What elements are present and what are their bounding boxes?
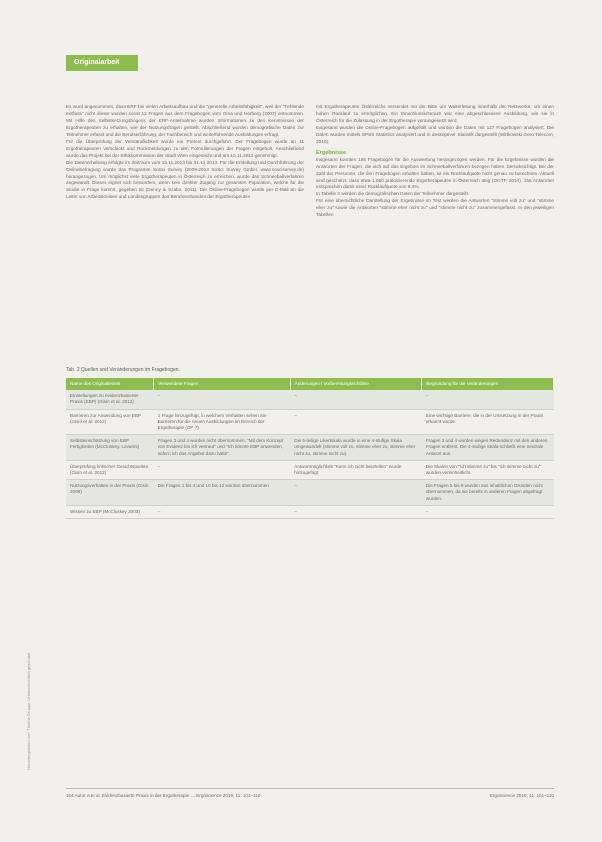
paragraph: Insgesamt konnten 156 Fragebögen für die Auswertung herangezogen werden. Für die Ergebnisse wurden die Antworten der Fragen, die sich auf das Ergebnis im Schneeballverfahren bezogen haben, berücksichtigt. Bei der Zahl der Personen, die den Fragebogen erhalten haben, ist ein Rücklaufquote nicht genau zu berechnen. Aktuell sind geschätzt, dass etwa 1.850 praktizierende Ergotherapeuten in Österreich tätig (OGTF, 2014). 156 Antworten entsprechen damit einer Rücklaufquote von 8,4%. (316, 156, 554, 190)
table-cell: – (154, 505, 291, 518)
side-copyright (22, 120, 32, 780)
table-row (66, 480, 554, 506)
table-row (66, 460, 554, 479)
paragraph: Für eine übersichtliche Darstellung der Ergebnisse im Text werden die Antworten "stimme voll zu" und "stimme eher zu" sowie die Antworten "stimme eher nicht zu" und "stimme nicht zu" zusammengefasst. In den jeweiligen Tabellen (316, 198, 554, 218)
paragraph: In Tabelle 3 werden die demografischen Daten der Teilnehmer dargestellt. (316, 191, 470, 197)
table-cell: Überprüfung kritischer Gesichtspunkte (Gisin et al. 2012) (66, 460, 154, 479)
table-cell: Wissen zu EBP (McCluskey 2003) (66, 505, 154, 518)
side-copyright-text: Heruntergeladen von: Thieme Gruppe. Urheberrechtlich geschützt. (26, 651, 31, 770)
table-cell: – (154, 390, 291, 409)
table-cell: Die 5-teilige Likertskala wurde in eine 4-stufige Skala umgewandelt (stimme voll zu, stimme eher zu, stimme eher nicht zu, stimme nicht zu). (290, 435, 422, 461)
table-cell: – (290, 480, 422, 506)
table-cell: Fragen 3 und 4 wurden wegen Redundanz mit den anderen Fragen entfernt. Die 4-stufige Skala schließt eine neutrale Antwort aus. (422, 435, 554, 461)
page-footer (66, 788, 554, 798)
table-cell: Nutzungsverhalten in der Praxis (Gisin 2008) (66, 480, 154, 506)
table-cell: Selbsteinschätzung von EBP Fertigkeiten (McCluskey, Lovarini) (66, 435, 154, 461)
table-cell: – (290, 409, 422, 435)
column-left (66, 104, 304, 201)
table-cell: Eine wichtige Barriere, die in der Umsetzung in der Praxis erkannt wurde. (422, 409, 554, 435)
table-cell: Antwortmöglichkeit "Kann ich nicht beurteilen" wurde hinzugefügt. (290, 460, 422, 479)
section-heading: Ergebnisse (316, 149, 347, 156)
table-cell: – (422, 505, 554, 518)
table-cell: Barrieren zur Anwendung von EBP (Gisin et al. 2012) (66, 409, 154, 435)
column-header: Name des Originaltextes (66, 378, 154, 390)
table-cell: – (154, 460, 291, 479)
column-header: Änderungen / Vorbereitungsrichtlinie (290, 378, 422, 390)
table-cell: – (290, 505, 422, 518)
table-row (66, 390, 554, 409)
table-row (66, 435, 554, 461)
column-header: Begründung für die Veränderungen (422, 378, 554, 390)
paragraph: Es wurd angenommen, dass ERF bei vielen Arbeitsaufbau und die "generelle Arbeitsfähigkeit", weil der "Fehlende einfluss" nicht dieser wurden sonst 12 Fragen aus dem Fragebogen vom Gina und Herberg (2003) entnommen. Mit Hilfe des Selbstsetzungsbogens der ERF-Anteilnahme wurden Informationen zu den Kenntnissen der Ergotherapeuten zu erhalten, wie der Nutzungsfragen gestellt. Abschließend wurden demografische Daten zur Teilnehmer erfasst und die Berufserfahrung, der Fachbereich und weiterführende Ausbildungen erfragt. (66, 104, 304, 137)
paragraph: Für die Überprüfung der Verständlichkeit wurde ein Pretest durchgeführt. Der Fragebogen wurde an 11 Ergotherapeuten verschickt und Rückmeldungen zu den Formulierungen der Fragen eingeholt. Anschließend wurde das Projekt bei der Ethikkommission der Stadt Wien eingereicht und am 10.11.2013 genehmigt. (66, 138, 304, 158)
paragraph: mit Ergotherapeuten Österreichs versendet mit der Bitte um Weiterleitung innerhalb der Netzwerke, um einen hohen Rücklauf zu ermöglichen. Ein Einschlusskriterium war eine abgeschlossene Ausbildung, wie sie in Österreich für die Zulassung in der Ergotherapie vorausgesetzt wird. (316, 104, 554, 123)
paragraph: Insgesamt wurden die Online-Fragebogen aufgefüllt und wurden die Daten mit 127 Fragebogen analysiert. Die Daten wurden mittels SPSS Statistics analysiert und in deskriptiver Statistik dargestellt (Wittkowski Gero Telecom, 2010). (316, 124, 554, 144)
table-row (66, 505, 554, 518)
table-cell: Die Fragen 5 bis 9 wurden aus inhaltlichen Gründen nicht übernommen, da sie bereits in anderen Fragen abgefragt wurden. (422, 480, 554, 506)
table-cell: 1 Frage hinzugefügt, in welchem Verhalten sehen Sie Barrieren für die neuen Ausbildungen im Bereich der Ergotherapie (OP 7) (154, 409, 291, 435)
column-header: Verwendete Fragen (154, 378, 291, 390)
table-cell: Die Skalen von "Ich stimme zu" bis "ich stimme nicht zu" wurden vereinheitlicht. (422, 460, 554, 479)
table-cell: Einstellungen zu evidenzbasierter Praxis (EBP) (Gisin et al. 2012) (66, 390, 154, 409)
table-cell: Die Fragen 1 bis 4 und 10 bis 12 wurden übernommen (154, 480, 291, 506)
paragraph: Die Datenerhebung erfolgte im Zeitraum vom 15.11.2013 bis 31.12.2013. Für die Erstellung und Durchführung der Onlinebefragung wurde das Programm SoSci Survey (2009-2013 SoSci Survey GmbH, www.soscisurvey.de) herangezogen. Um möglichst viele Ergotherapeuten in Österreich zu erreichen, wurde das Schneeballverfahren angewandt. Dieses eignet sich besonders, wenn kein direkter Zugang zur gesamten Population, welche für die Studie in Frage kommt, gegeben ist (Denny & Szabo, 2011). Der Online-Fragebogen wurde per E-Mail an die Leiter von Arbeitskreisen und Landesgruppen des Berufsverbandes der Ergotherapeuten (66, 159, 304, 200)
footer-journal: Ergoscience 2016; 11: 101–110 (489, 793, 554, 798)
section-tab: Originalarbeit (66, 55, 138, 71)
table-cell: – (290, 390, 422, 409)
table-cell: – (422, 390, 554, 409)
column-right (316, 104, 554, 219)
footer-citation: 104 Autor A et al. Evidenzbasierte Praxis in der Ergotherapie … Ergoscience 2016; 11: 101–110 (66, 793, 261, 798)
table-caption: Tab. 2 Quellen und Veränderungen im Fragebogen. (66, 367, 180, 373)
table-cell: Fragen 3 und 4 wurden nicht übernommen: "Mit dem Konzept von Evidenz bin ich vertraut" und "Ich könnte EBP anwenden, sofern ich das Angebot dazu hätte". (154, 435, 291, 461)
table-row (66, 409, 554, 435)
table-header-row (66, 378, 554, 390)
sources-table (66, 378, 554, 519)
